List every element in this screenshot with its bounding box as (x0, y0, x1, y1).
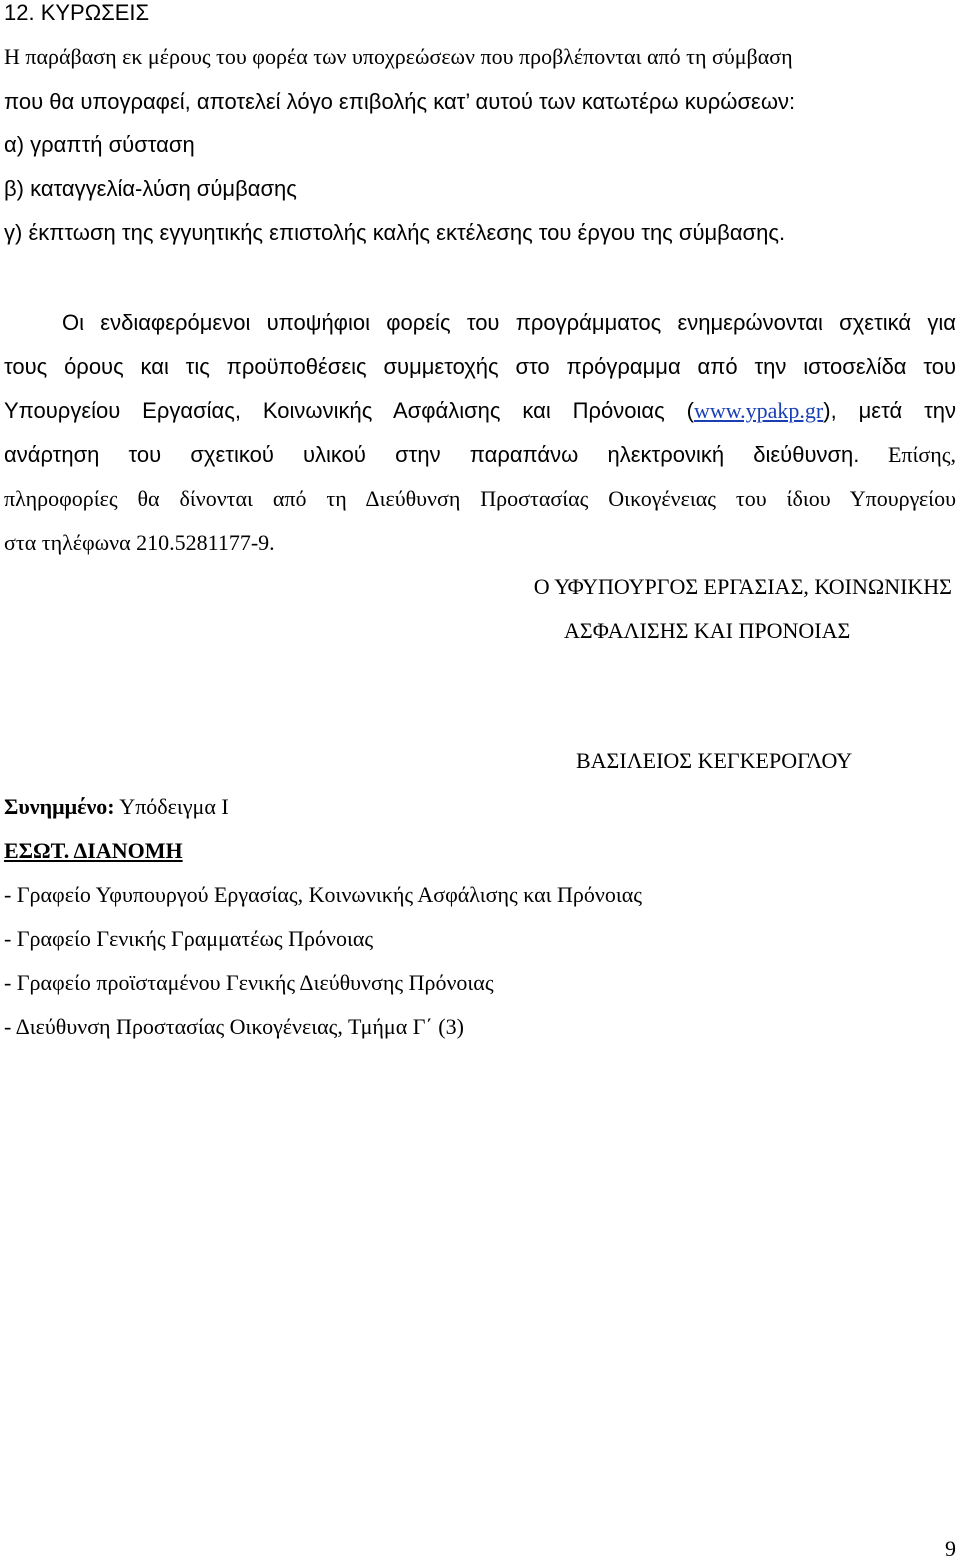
attachment-line (4, 794, 229, 820)
attachment-label: Συνημμένο: (4, 794, 115, 819)
distribution-item-3: - Γραφείο προϊσταμένου Γενικής Διεύθυνσης Πρόνοιας (4, 970, 494, 995)
info-line-3-text: Υπουργείου Εργασίας, Κοινωνικής Ασφάλισης και Πρόνοιας ( (4, 398, 694, 423)
website-link[interactable]: www.ypakp.gr (693, 398, 824, 423)
signature-name: ΒΑΣΙΛΕΙΟΣ ΚΕΓΚΕΡΟΓΛΟΥ (576, 748, 853, 773)
info-line-3-tail: ), μετά την (823, 398, 956, 423)
info-line-5: πληροφορίες θα δίνονται από τη Διεύθυνση Προστασίας Οικογένειας του ίδιου Υπουργείου (4, 486, 956, 511)
info-line-4 (4, 442, 956, 468)
info-line-4-serif: Επίσης, (859, 442, 956, 467)
info-line-2: τους όρους και τις προϋποθέσεις συμμετοχής στο πρόγραμμα από την ιστοσελίδα του (4, 354, 956, 379)
info-line-1: Οι ενδιαφερόμενοι υποψήφιοι φορείς του προγράμματος ενημερώνονται σχετικά για (62, 310, 956, 335)
page-number: 9 (945, 1536, 956, 1561)
distribution-heading: ΕΣΩΤ. ΔΙΑΝΟΜΗ (4, 838, 183, 863)
info-line-4-text: ανάρτηση του σχετικού υλικού στην παραπάνω ηλεκτρονική διεύθυνση. (4, 442, 860, 467)
distribution-item-1: - Γραφείο Υφυπουργού Εργασίας, Κοινωνικής Ασφάλισης και Πρόνοιας (4, 882, 642, 907)
intro-line-2: που θα υπογραφεί, αποτελεί λόγο επιβολής κατ’ αυτού των κατωτέρω κυρώσεων: (4, 89, 796, 114)
distribution-item-4: - Διεύθυνση Προστασίας Οικογένειας, Τμήμα Γ΄ (3) (4, 1014, 464, 1039)
list-item-b: β) καταγγελία-λύση σύμβασης (4, 176, 297, 201)
list-item-c: γ) έκπτωση της εγγυητικής επιστολής καλής εκτέλεσης του έργου της σύμβασης. (4, 220, 786, 245)
section-heading: 12. ΚΥΡΩΣΕΙΣ (4, 0, 150, 25)
info-line-3 (4, 398, 956, 424)
signature-title-line-2: ΑΣΦΑΛΙΣΗΣ ΚΑΙ ΠΡΟΝΟΙΑΣ (564, 618, 851, 643)
info-line-6: στα τηλέφωνα 210.5281177-9. (4, 530, 275, 555)
list-item-a: α) γραπτή σύσταση (4, 132, 195, 157)
signature-title-line-1: Ο ΥΦΥΠΟΥΡΓΟΣ ΕΡΓΑΣΙΑΣ, ΚΟΙΝΩΝΙΚΗΣ (533, 574, 952, 599)
intro-line-1: Η παράβαση εκ μέρους του φορέα των υποχρεώσεων που προβλέπονται από τη σύμβαση (4, 44, 793, 69)
attachment-value: Υπόδειγμα Ι (114, 794, 229, 819)
distribution-item-2: - Γραφείο Γενικής Γραμματέως Πρόνοιας (4, 926, 374, 951)
